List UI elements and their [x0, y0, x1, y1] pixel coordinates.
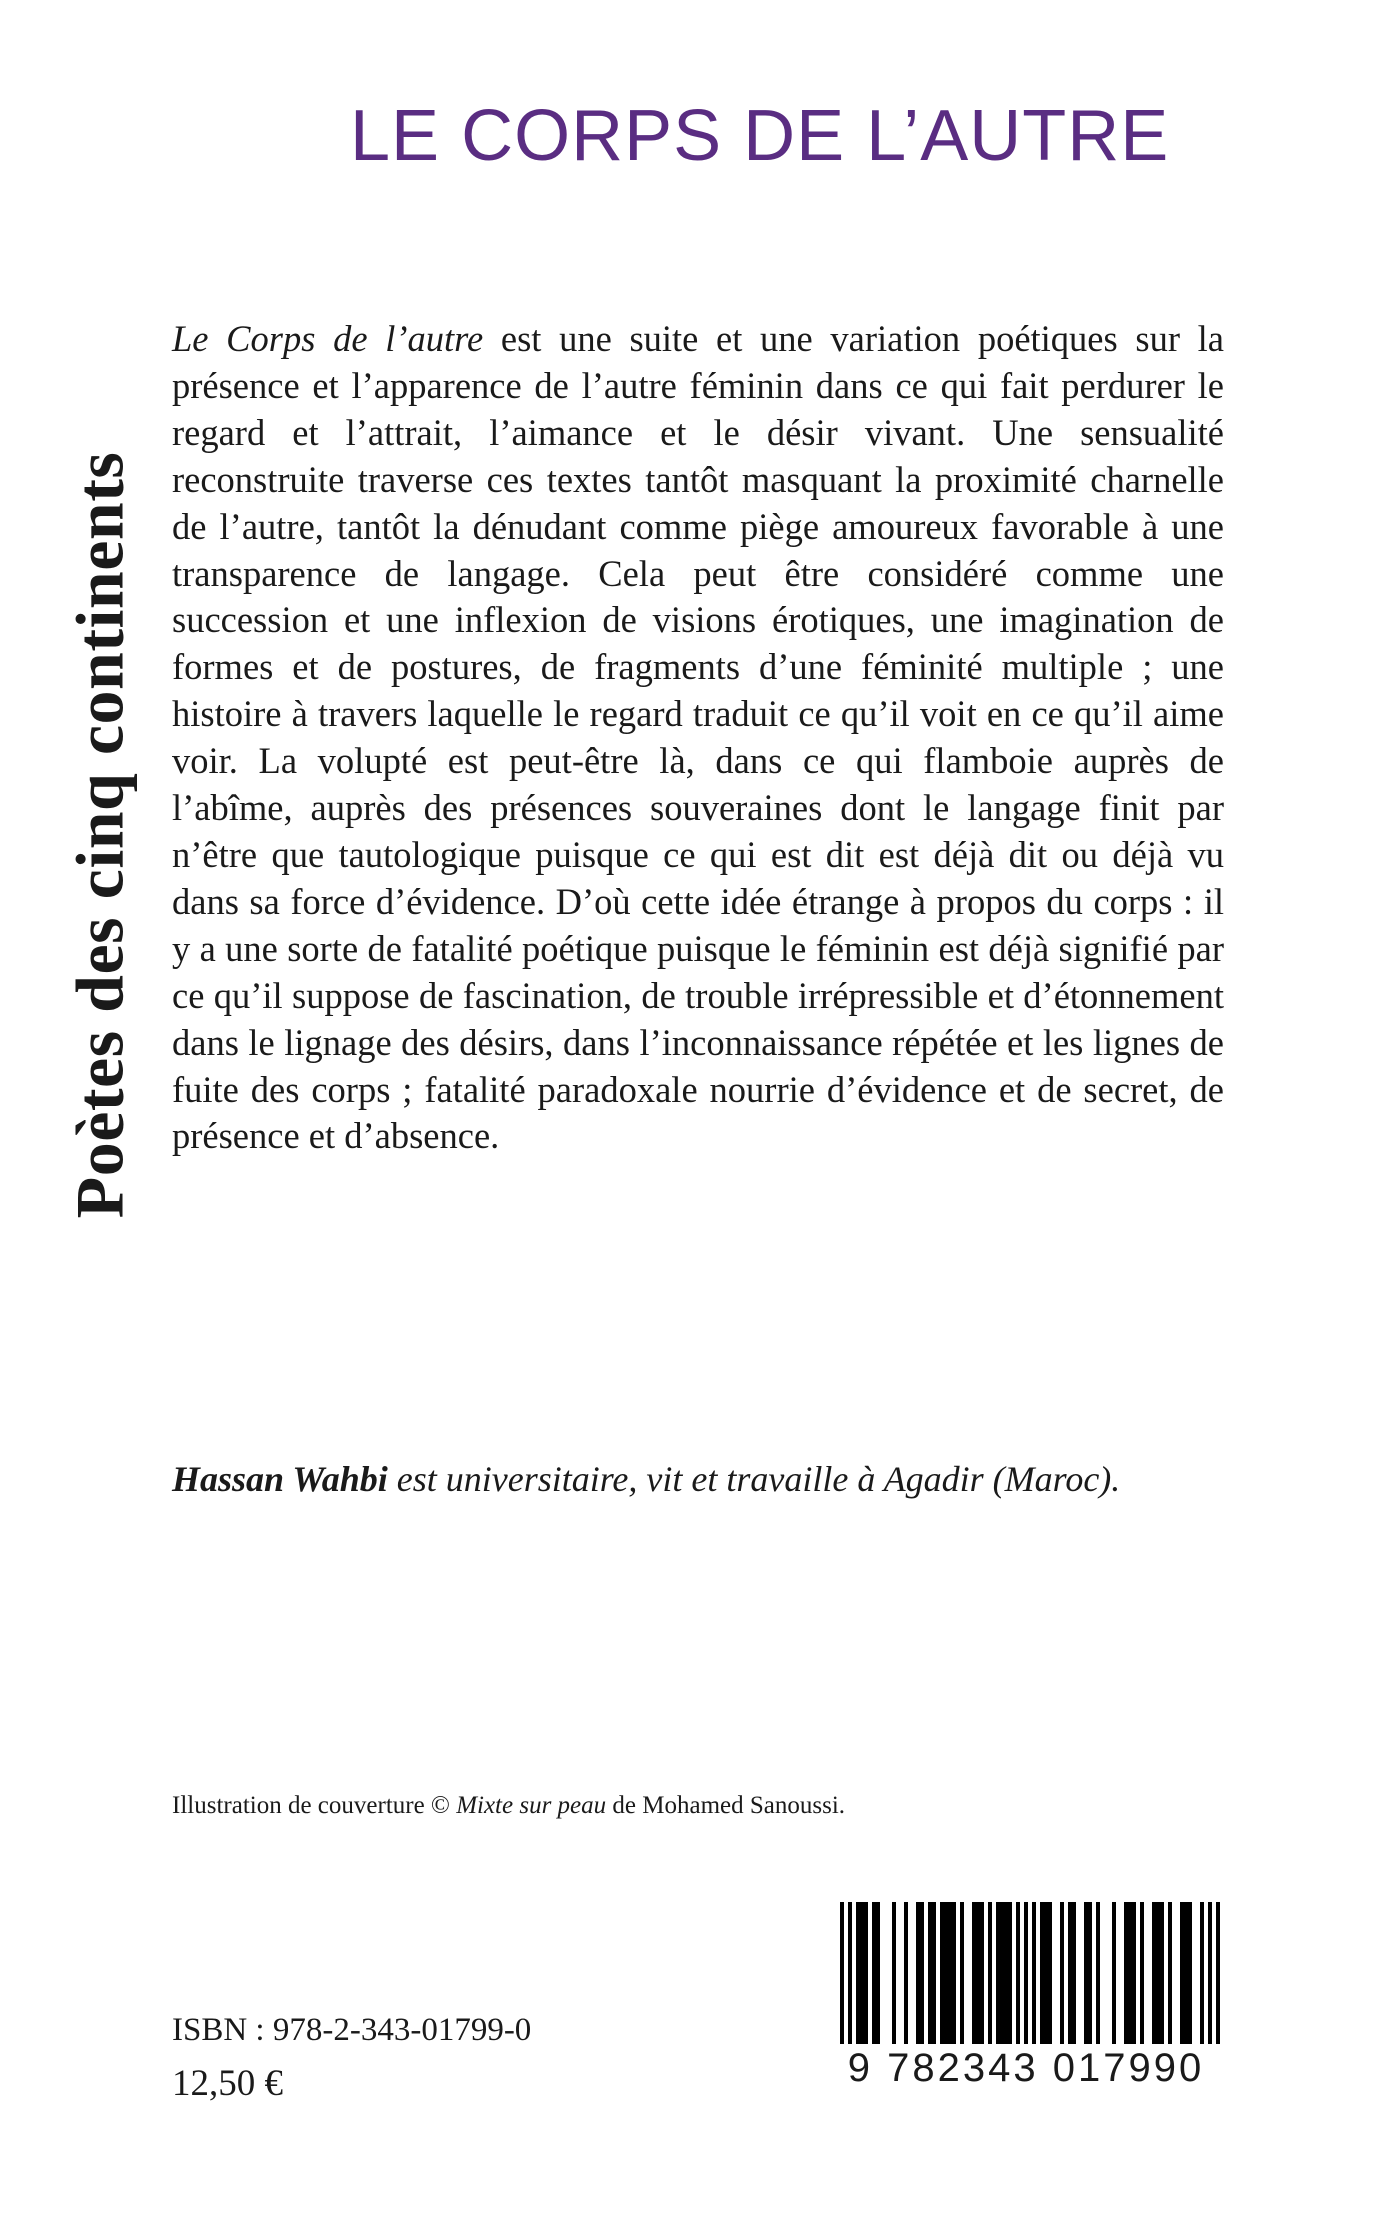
barcode-bar [1208, 1902, 1212, 2062]
barcode-bar [1200, 1902, 1204, 2044]
book-title: LE CORPS DE L’AUTRE [350, 96, 1170, 176]
barcode-bar [1188, 1902, 1192, 2044]
author-bio [172, 1458, 1120, 1500]
barcode-bar [1088, 1902, 1092, 2044]
barcode-bar [948, 1902, 952, 2044]
isbn: ISBN : 978-2-343-01799-0 [172, 2012, 532, 2048]
barcode-bar [916, 1902, 920, 2044]
barcode-bar [972, 1902, 976, 2044]
barcode-bar [1068, 1902, 1072, 2044]
barcode-digits: 9 782343 017990 [820, 2044, 1232, 2092]
barcode-bar [952, 1902, 956, 2044]
barcode-bar [1008, 1902, 1012, 2044]
barcode-bar [1060, 1902, 1064, 2044]
barcode-bar [940, 1902, 944, 2044]
barcode-bar [876, 1902, 880, 2044]
barcode-bar [1016, 1902, 1020, 2044]
barcode-bar [1044, 1902, 1048, 2044]
barcode-bar [1156, 1902, 1160, 2044]
barcode-bar [1168, 1902, 1172, 2044]
price: 12,50 € [172, 2063, 283, 2104]
back-cover-blurb [172, 316, 1224, 1160]
barcode-bar [980, 1902, 984, 2044]
barcode-bar [1004, 1902, 1008, 2044]
barcode-bar [1084, 1902, 1088, 2044]
credit-suffix: de Mohamed Sanoussi. [606, 1792, 846, 1819]
spine-series-title: Poètes des cinq continents [61, 451, 138, 1219]
barcode-bar [1140, 1902, 1144, 2044]
barcode-bar [1216, 1902, 1220, 2062]
blurb-text: est une suite et une variation poétiques sur la présence et l’apparence de l’autre féminin dans ce qui fait perdurer le regard et l’attrait, l’aimance et le désir vivant. Une sensualité reconstruite traverse ces textes tantôt masquant la proximité charnelle de l’autre, tantôt la dénudant comme piège amoureux favorable à une transparence de langage. Cela peut être considéré comme une succession et une inflexion de visions érotiques, une imagination de formes et de postures, de fragments d’une féminité multiple ; une histoire à travers laquelle le regard traduit ce qu’il voit en ce qu’il aime voir. La volupté est peut-être là, dans ce qui flamboie auprès de l’abîme, auprès des présences souveraines dont le langage finit par n’être que tautologique puisque ce qui est dit est déjà dit ou déjà vu dans sa force d’évidence. D’où cette idée étrange à propos du corps : il y a une sorte de fatalité poétique puisque le féminin est déjà signifié par ce qu’il suppose de fascination, de trouble irrépressible et d’étonnement dans le lignage des désirs, dans l’inconnaissance répétée et les lignes de fuite des corps ; fatalité paradoxale nourrie d’évidence et de secret, de présence et d’absence. [172, 318, 1224, 1157]
barcode-bar [1096, 1902, 1100, 2044]
barcode-bar [996, 1902, 1000, 2044]
barcode [820, 1902, 1232, 2092]
barcode-bar [860, 1902, 864, 2044]
barcode-bar [864, 1902, 868, 2044]
barcode-bar [1112, 1902, 1116, 2044]
barcode-bar [1024, 1902, 1028, 2062]
barcode-bar [1184, 1902, 1188, 2044]
barcode-bar [932, 1902, 936, 2044]
barcode-bar [1128, 1902, 1132, 2044]
barcode-bar [1124, 1902, 1128, 2044]
barcode-bar [1180, 1902, 1184, 2044]
barcode-bar [856, 1902, 860, 2044]
barcode-bar [920, 1902, 924, 2044]
barcode-bar [1152, 1902, 1156, 2044]
author-bio-text: est universitaire, vit et travaille à Agadir (Maroc). [387, 1459, 1121, 1499]
barcode-bar [1132, 1902, 1136, 2044]
barcode-bar [1048, 1902, 1052, 2044]
barcode-bar [872, 1902, 876, 2044]
blurb-italic-lead: Le Corps de l’autre [172, 318, 484, 359]
barcode-bar [904, 1902, 908, 2044]
credit-prefix: Illustration de couverture © [172, 1792, 457, 1819]
barcode-bar [1032, 1902, 1036, 2062]
barcode-bar [840, 1902, 844, 2062]
barcode-bar [1040, 1902, 1044, 2044]
barcode-bar [1160, 1902, 1164, 2044]
barcode-bar [976, 1902, 980, 2044]
author-name: Hassan Wahbi [172, 1459, 388, 1499]
credit-work-title: Mixte sur peau [456, 1792, 607, 1819]
barcode-bar [848, 1902, 852, 2062]
barcode-bar [1000, 1902, 1004, 2044]
barcode-bar [928, 1902, 932, 2044]
barcode-bar [892, 1902, 896, 2044]
barcode-bar [1072, 1902, 1076, 2044]
barcode-bar [988, 1902, 992, 2044]
barcode-bar [960, 1902, 964, 2044]
cover-illustration-credit [172, 1792, 845, 1820]
barcode-bar [944, 1902, 948, 2044]
